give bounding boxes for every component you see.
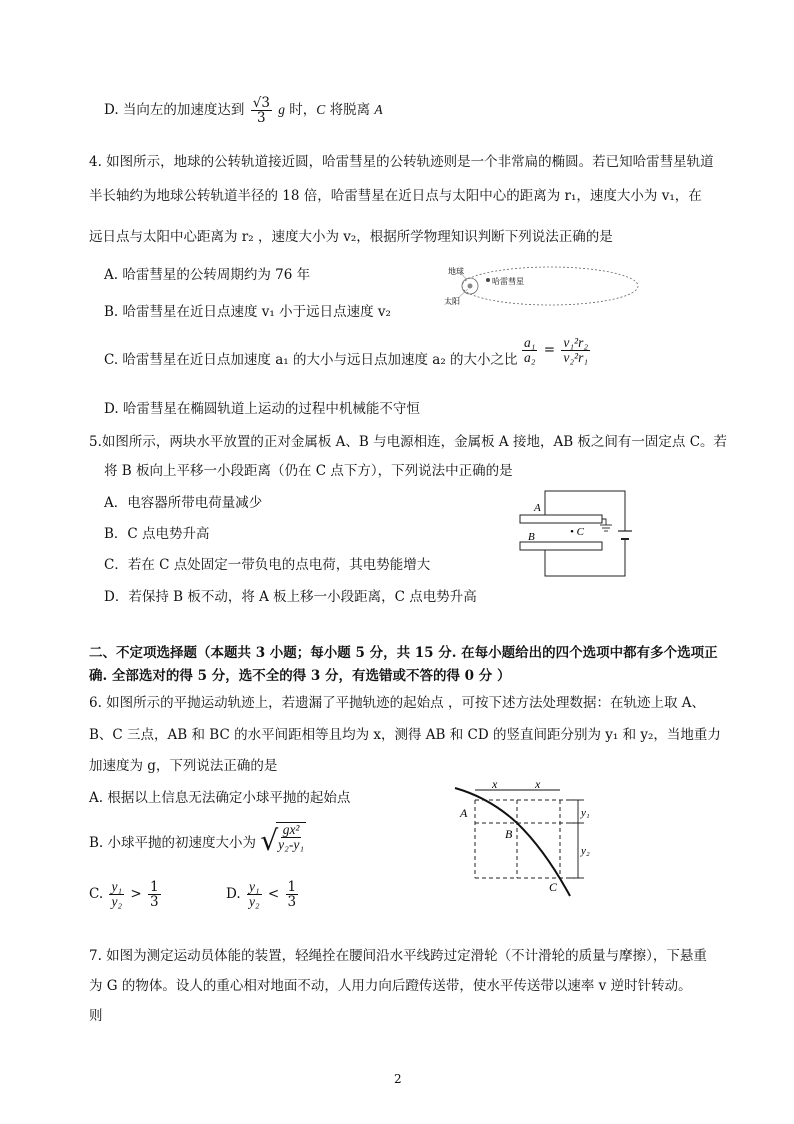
sqrt-icon: √ xyxy=(260,824,279,857)
ground-wire xyxy=(602,519,606,525)
q4-stem-line-3: 远日点与太阳中心距离为 r₂ ，速度大小为 v₂，根据所学物理知识判断下列说法正确的是 xyxy=(89,229,613,245)
q3-d-prefix: D. 当向左的加速度达到 xyxy=(104,102,245,119)
x1-label: x xyxy=(492,777,498,791)
comet-orbit-ellipse xyxy=(462,267,638,305)
fraction-denominator: 3 xyxy=(257,110,266,127)
sqrt-expression xyxy=(260,822,308,860)
point-b-label: B xyxy=(505,827,513,841)
plate-a-label: A xyxy=(534,502,541,514)
q4-option-b: B. 哈雷彗星在近日点速度 v₁ 小于远日点速度 v₂ xyxy=(104,304,391,320)
v2r1-den: v₂²r₁ xyxy=(563,350,589,366)
equals-sign: = xyxy=(543,342,556,359)
sun-label: 太阳 xyxy=(444,297,460,306)
q3-option-d xyxy=(104,96,383,125)
q5-option-a: A．电容器所带电荷量减少 xyxy=(104,495,263,511)
q4-c-text: C. 哈雷彗星在近日点加速度 a₁ 的大小与远日点加速度 a₂ 的大小之比 xyxy=(104,352,518,368)
section-2-heading-line-2: 确. 全部选对的得 5 分，选不全的得 3 分，有选错或不答的得 0 分 ） xyxy=(89,668,511,684)
earth-label: 地球 xyxy=(448,267,464,276)
sqrt3-over-3-fraction xyxy=(251,96,272,125)
y2-y1-den: y₂-y₁ xyxy=(278,837,305,853)
projectile-grid-figure xyxy=(450,778,600,898)
halley-orbit-figure xyxy=(440,258,640,318)
v1r2-num: v₁²r₂ xyxy=(563,335,589,350)
x2-label: x xyxy=(535,777,541,791)
y2-label: y₂ xyxy=(581,845,590,857)
q3-d-mid: 时， xyxy=(284,102,317,119)
wire-top xyxy=(545,491,625,531)
y2-den: y₂ xyxy=(111,894,123,910)
q5-option-b: B．C 点电势升高 xyxy=(104,526,210,542)
gx2-over-y-fraction xyxy=(276,822,306,860)
q4-option-c xyxy=(104,348,518,368)
q6-option-d xyxy=(226,880,300,909)
q4-stem-line-1: 4. 如图所示，地球的公转轨道接近圆，哈雷彗星的公转轨迹则是一个非常扁的椭圆。若已知哈雷彗星轨道 xyxy=(89,154,714,170)
three-den: 3 xyxy=(150,894,159,911)
point-c-label: C xyxy=(549,880,558,894)
wire-bottom xyxy=(545,539,625,576)
q5-stem-line-1: 5.如图所示，两块水平放置的正对金属板 A、B 与电源相连，金属板 A 接地，AB 板之间有一固定点 C。若 xyxy=(89,434,728,450)
capacitor-circuit-figure xyxy=(510,485,635,580)
velocity-ratio-fraction xyxy=(561,336,590,365)
y1-over-y2 xyxy=(109,880,124,909)
q5-option-d: D．若保持 B 板不动，将 A 板上移一小段距离，C 点电势升高 xyxy=(104,589,477,605)
sun-icon xyxy=(468,284,473,289)
q6-c-op: > xyxy=(130,886,142,903)
q6-option-a: A. 根据以上信息无法确定小球平抛的起始点 xyxy=(89,790,351,806)
q6-d-op: < xyxy=(267,886,280,903)
q7-stem-line-2: 为 G 的物体。设人的重心相对地面不动，人用力向后蹬传送带，使水平传送带以速率 v 逆时针转动。 xyxy=(89,978,692,994)
fraction-numerator: √3 xyxy=(252,95,270,111)
q4-option-a: A. 哈雷彗星的公转周期约为 76 年 xyxy=(104,267,311,283)
q6-d-label: D. xyxy=(226,886,241,903)
q4-option-d: D. 哈雷彗星在椭圆轨道上运动的过程中机械能不守恒 xyxy=(104,401,420,417)
y1-over-y2-d xyxy=(247,880,262,909)
q6-c-label: C. xyxy=(89,886,104,903)
q6-b-prefix: B. 小球平抛的初速度大小为 xyxy=(89,835,257,851)
comet-label: 哈雷彗星 xyxy=(492,277,524,286)
one-third xyxy=(148,880,161,909)
q3-d-c: C xyxy=(316,102,326,118)
q6-option-c xyxy=(89,880,163,909)
q6-option-b xyxy=(89,822,308,860)
y2-den-d: y₂ xyxy=(248,894,260,910)
y1-num: y₁ xyxy=(111,879,123,894)
q5-stem-line-2: 将 B 板向上平移一小段距离（仍在 C 点下方），下列说法中正确的是 xyxy=(104,463,513,479)
comet-icon xyxy=(486,278,490,282)
page-number: 2 xyxy=(394,1072,402,1086)
q4-stem-line-2: 半长轴约为地球公转轨道半径的 18 倍，哈雷彗星在近日点与太阳中心的距离为 r₁，速度大小为 v₁，在 xyxy=(89,188,702,204)
q3-d-a: A xyxy=(374,102,383,118)
point-c-label: • C xyxy=(570,526,584,538)
a1-over-a2 xyxy=(522,336,537,365)
q7-stem-line-1: 7. 如图为测定运动员体能的装置，轻绳拴在腰间沿水平线跨过定滑轮（不计滑轮的质量与摩擦），下悬重 xyxy=(89,948,707,964)
one-third-d xyxy=(286,880,299,909)
q3-d-suffix: 将脱离 xyxy=(325,102,375,119)
a1-num: a₁ xyxy=(524,335,536,350)
g-symbol: g xyxy=(278,102,285,118)
y1-label: y₁ xyxy=(581,807,590,819)
point-a-label: A xyxy=(460,806,468,820)
plate-b-label: B xyxy=(528,531,535,543)
q7-stem-line-3: 则 xyxy=(89,1008,103,1024)
section-2-heading-line-1: 二、不定项选择题（本题共 3 小题；每小题 5 分，共 15 分. 在每小题给出的四个选项中都有多个选项正 xyxy=(89,645,718,661)
q6-stem-line-2: B、C 三点，AB 和 BC 的水平间距相等且均为 x，测得 AB 和 CD 的竖直间距分别为 y₁ 和 y₂，当地重力 xyxy=(89,727,721,743)
a2-den: a₂ xyxy=(524,350,536,366)
three-den-d: 3 xyxy=(287,894,297,911)
y1-num-d: y₁ xyxy=(248,879,260,894)
plate-a xyxy=(520,515,602,523)
q5-option-c: C．若在 C 点处固定一带负电的点电荷，其电势能增大 xyxy=(104,557,431,573)
gx2-num: gx² xyxy=(282,822,300,837)
plate-b xyxy=(520,542,602,550)
q6-stem-line-1: 6. 如图所示的平抛运动轨迹上，若遗漏了平抛轨迹的起始点 ，可按下述方法处理数据：在轨迹上取 A、 xyxy=(89,695,706,711)
one-num-d: 1 xyxy=(287,879,297,895)
q4-option-c-formula xyxy=(520,336,592,365)
q6-stem-line-3: 加速度为 g，下列说法正确的是 xyxy=(89,758,278,774)
one-num: 1 xyxy=(150,879,159,895)
